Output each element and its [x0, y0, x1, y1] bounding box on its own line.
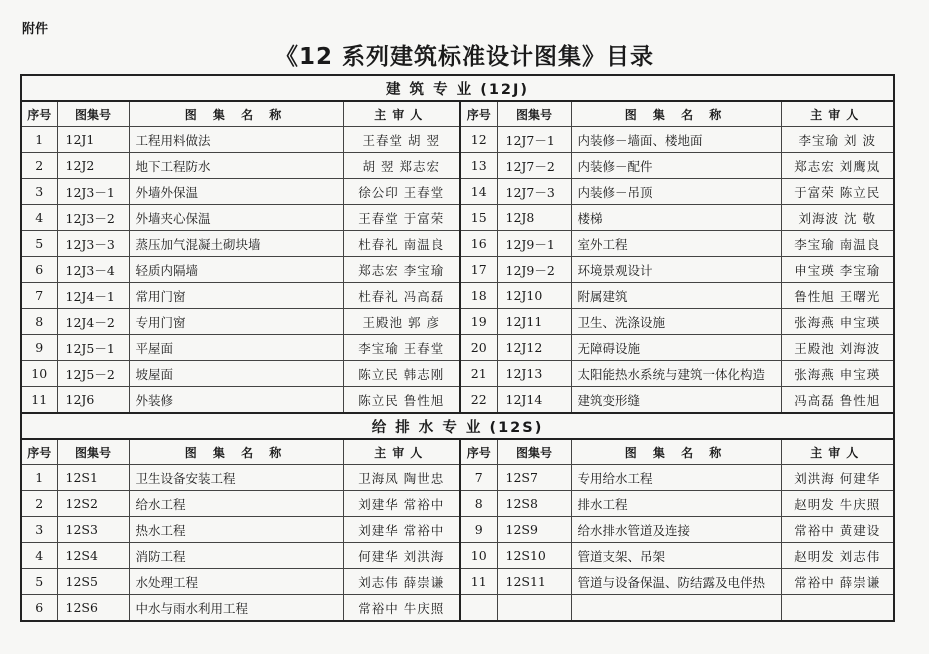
item-number: 7 [460, 465, 497, 491]
item-code: 12S9 [497, 517, 571, 543]
item-reviewers: 刘建华 常裕中 [343, 491, 460, 517]
item-code: 12J5－2 [57, 361, 129, 387]
item-reviewers: 常裕中 牛庆照 [343, 595, 460, 622]
item-name: 外装修 [129, 387, 343, 414]
item-code: 12J13 [497, 361, 571, 387]
table-row [21, 335, 894, 361]
item-name: 建筑变形缝 [571, 387, 781, 414]
item-number: 2 [21, 491, 57, 517]
table-row [21, 205, 894, 231]
item-code: 12J4－2 [57, 309, 129, 335]
table-row [21, 361, 894, 387]
item-number: 16 [460, 231, 497, 257]
attachment-label: 附件 [22, 22, 49, 37]
item-reviewers: 王殿池 郭 彦 [343, 309, 460, 335]
column-header-row [21, 101, 894, 127]
name-header: 图 集 名 称 [571, 101, 781, 127]
code-header: 图集号 [497, 439, 571, 465]
column-header-row [21, 439, 894, 465]
table-row [21, 491, 894, 517]
item-reviewers: 李宝瑜 王春堂 [343, 335, 460, 361]
item-code: 12J4－1 [57, 283, 129, 309]
item-name: 工程用料做法 [129, 127, 343, 153]
item-reviewers: 李宝瑜 南温良 [781, 231, 894, 257]
item-code: 12J7－3 [497, 179, 571, 205]
item-name: 太阳能热水系统与建筑一体化构造 [571, 361, 781, 387]
item-number: 22 [460, 387, 497, 414]
section-title: 建 筑 专 业 (12J) [21, 75, 894, 101]
no-header: 序号 [21, 439, 57, 465]
item-code: 12J9－2 [497, 257, 571, 283]
item-number: 20 [460, 335, 497, 361]
item-number: 3 [21, 179, 57, 205]
item-name: 内装修－配件 [571, 153, 781, 179]
item-number: 19 [460, 309, 497, 335]
item-number: 18 [460, 283, 497, 309]
item-number: 2 [21, 153, 57, 179]
item-name: 水处理工程 [129, 569, 343, 595]
item-number: 13 [460, 153, 497, 179]
item-code: 12S7 [497, 465, 571, 491]
section-title-row [21, 413, 894, 439]
item-name: 轻质内隔墙 [129, 257, 343, 283]
table-row [21, 179, 894, 205]
item-reviewers: 刘海波 沈 敬 [781, 205, 894, 231]
no-header: 序号 [21, 101, 57, 127]
item-reviewers: 徐公印 王春堂 [343, 179, 460, 205]
item-name: 管道与设备保温、防结露及电伴热 [571, 569, 781, 595]
item-code: 12J1 [57, 127, 129, 153]
item-code: 12S4 [57, 543, 129, 569]
item-reviewers: 卫海凤 陶世忠 [343, 465, 460, 491]
item-name: 卫生设备安装工程 [129, 465, 343, 491]
item-code: 12S8 [497, 491, 571, 517]
catalog-table [20, 74, 895, 622]
item-name: 室外工程 [571, 231, 781, 257]
no-header: 序号 [460, 439, 497, 465]
item-reviewers: 张海燕 申宝瑛 [781, 361, 894, 387]
item-reviewers: 郑志宏 李宝瑜 [343, 257, 460, 283]
reviewers-header: 主审人 [781, 101, 894, 127]
item-code: 12S6 [57, 595, 129, 622]
item-number: 5 [21, 231, 57, 257]
item-number: 9 [460, 517, 497, 543]
item-reviewers: 杜春礼 冯高磊 [343, 283, 460, 309]
item-reviewers: 王春堂 胡 翌 [343, 127, 460, 153]
item-name: 坡屋面 [129, 361, 343, 387]
section-title: 给 排 水 专 业 (12S) [21, 413, 894, 439]
item-reviewers: 申宝瑛 李宝瑜 [781, 257, 894, 283]
item-reviewers: 陈立民 韩志刚 [343, 361, 460, 387]
table-row [21, 465, 894, 491]
item-reviewers [781, 595, 894, 622]
item-name: 专用门窗 [129, 309, 343, 335]
page-title: 《12 系列建筑标准设计图集》目录 [274, 44, 654, 70]
item-number: 6 [21, 257, 57, 283]
item-reviewers: 郑志宏 刘鹰岚 [781, 153, 894, 179]
table-row [21, 257, 894, 283]
item-name: 热水工程 [129, 517, 343, 543]
item-reviewers: 赵明发 刘志伟 [781, 543, 894, 569]
section-title-row [21, 75, 894, 101]
item-code: 12J5－1 [57, 335, 129, 361]
item-code: 12J6 [57, 387, 129, 414]
item-number: 8 [460, 491, 497, 517]
item-number: 21 [460, 361, 497, 387]
item-name: 专用给水工程 [571, 465, 781, 491]
code-header: 图集号 [57, 439, 129, 465]
item-name: 给水排水管道及连接 [571, 517, 781, 543]
item-name: 卫生、洗涤设施 [571, 309, 781, 335]
item-reviewers: 王殿池 刘海波 [781, 335, 894, 361]
item-code: 12S5 [57, 569, 129, 595]
item-number [460, 595, 497, 622]
item-reviewers: 胡 翌 郑志宏 [343, 153, 460, 179]
table-row [21, 127, 894, 153]
item-reviewers: 刘建华 常裕中 [343, 517, 460, 543]
item-code: 12J3－2 [57, 205, 129, 231]
name-header: 图 集 名 称 [129, 439, 343, 465]
item-number: 12 [460, 127, 497, 153]
item-number: 9 [21, 335, 57, 361]
item-name: 外墙外保温 [129, 179, 343, 205]
item-name: 给水工程 [129, 491, 343, 517]
table-row [21, 283, 894, 309]
item-number: 10 [460, 543, 497, 569]
item-reviewers: 鲁性旭 王曙光 [781, 283, 894, 309]
item-number: 5 [21, 569, 57, 595]
table-row [21, 595, 894, 622]
item-name: 地下工程防水 [129, 153, 343, 179]
item-reviewers: 王春堂 于富荣 [343, 205, 460, 231]
item-code: 12S2 [57, 491, 129, 517]
table-row [21, 309, 894, 335]
code-header: 图集号 [497, 101, 571, 127]
item-code: 12S10 [497, 543, 571, 569]
item-number: 1 [21, 465, 57, 491]
item-name: 环境景观设计 [571, 257, 781, 283]
item-reviewers: 李宝瑜 刘 波 [781, 127, 894, 153]
item-reviewers: 刘志伟 薛崇谦 [343, 569, 460, 595]
item-name: 附属建筑 [571, 283, 781, 309]
item-code: 12J3－4 [57, 257, 129, 283]
reviewers-header: 主审人 [781, 439, 894, 465]
table-row [21, 543, 894, 569]
item-number: 4 [21, 205, 57, 231]
item-code: 12S1 [57, 465, 129, 491]
item-code: 12J3－1 [57, 179, 129, 205]
item-name: 常用门窗 [129, 283, 343, 309]
reviewers-header: 主审人 [343, 101, 460, 127]
no-header: 序号 [460, 101, 497, 127]
item-code: 12J8 [497, 205, 571, 231]
item-name: 无障碍设施 [571, 335, 781, 361]
item-code: 12J3－3 [57, 231, 129, 257]
item-reviewers: 何建华 刘洪海 [343, 543, 460, 569]
reviewers-header: 主审人 [343, 439, 460, 465]
item-code: 12J12 [497, 335, 571, 361]
item-number: 14 [460, 179, 497, 205]
item-name: 平屋面 [129, 335, 343, 361]
item-name [571, 595, 781, 622]
item-reviewers: 常裕中 黄建设 [781, 517, 894, 543]
item-number: 8 [21, 309, 57, 335]
item-code: 12J10 [497, 283, 571, 309]
item-name: 内装修－吊顶 [571, 179, 781, 205]
item-code [497, 595, 571, 622]
item-name: 楼梯 [571, 205, 781, 231]
code-header: 图集号 [57, 101, 129, 127]
item-reviewers: 陈立民 鲁性旭 [343, 387, 460, 414]
item-number: 11 [460, 569, 497, 595]
name-header: 图 集 名 称 [129, 101, 343, 127]
item-name: 外墙夹心保温 [129, 205, 343, 231]
table-row [21, 569, 894, 595]
item-number: 4 [21, 543, 57, 569]
item-number: 15 [460, 205, 497, 231]
item-reviewers: 赵明发 牛庆照 [781, 491, 894, 517]
table-row [21, 153, 894, 179]
item-name: 排水工程 [571, 491, 781, 517]
item-name: 蒸压加气混凝土砌块墙 [129, 231, 343, 257]
item-code: 12J2 [57, 153, 129, 179]
table-row [21, 517, 894, 543]
item-code: 12J7－1 [497, 127, 571, 153]
item-reviewers: 冯高磊 鲁性旭 [781, 387, 894, 414]
item-code: 12J7－2 [497, 153, 571, 179]
item-number: 6 [21, 595, 57, 622]
item-name: 消防工程 [129, 543, 343, 569]
item-number: 10 [21, 361, 57, 387]
item-number: 7 [21, 283, 57, 309]
item-code: 12S3 [57, 517, 129, 543]
item-name: 中水与雨水利用工程 [129, 595, 343, 622]
item-number: 3 [21, 517, 57, 543]
item-name: 内装修－墙面、楼地面 [571, 127, 781, 153]
item-reviewers: 杜春礼 南温良 [343, 231, 460, 257]
name-header: 图 集 名 称 [571, 439, 781, 465]
item-reviewers: 刘洪海 何建华 [781, 465, 894, 491]
table-row [21, 387, 894, 414]
item-code: 12S11 [497, 569, 571, 595]
item-reviewers: 张海燕 申宝瑛 [781, 309, 894, 335]
table-row [21, 231, 894, 257]
item-code: 12J11 [497, 309, 571, 335]
item-name: 管道支架、吊架 [571, 543, 781, 569]
item-reviewers: 常裕中 薛崇谦 [781, 569, 894, 595]
item-reviewers: 于富荣 陈立民 [781, 179, 894, 205]
item-number: 1 [21, 127, 57, 153]
item-number: 17 [460, 257, 497, 283]
item-code: 12J14 [497, 387, 571, 414]
item-number: 11 [21, 387, 57, 414]
item-code: 12J9－1 [497, 231, 571, 257]
